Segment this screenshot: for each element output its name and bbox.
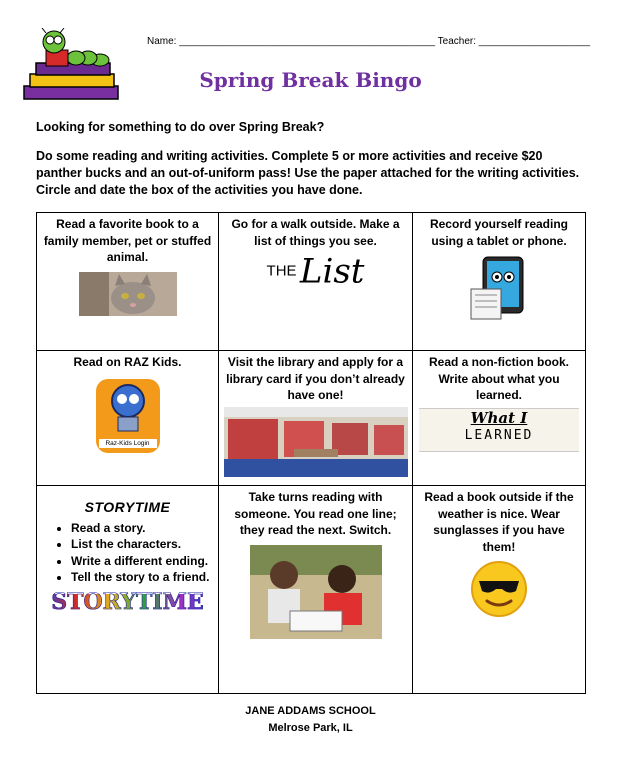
cell-text: Visit the library and apply for a library card if you don’t already have one!	[226, 355, 405, 402]
school-name: JANE ADDAMS SCHOOL	[245, 705, 376, 717]
raz-kids-login-icon[interactable]	[96, 379, 160, 453]
footer	[0, 703, 621, 737]
school-location: Melrose Park, IL	[268, 722, 353, 734]
bingo-cell-read-outside[interactable]	[413, 486, 586, 694]
list-item: • Read a story.	[71, 520, 214, 537]
page-title	[0, 68, 621, 92]
storytime-logo: STORYTIME	[41, 594, 214, 611]
list-logo-list: List	[299, 251, 365, 292]
cell-text: Read on RAZ Kids.	[73, 355, 182, 369]
cell-text: Read a non-fiction book. Write about what you learned.	[429, 355, 569, 402]
bingo-cell-walk-outside[interactable]	[219, 213, 413, 351]
bingo-cell-take-turns[interactable]	[219, 486, 413, 694]
intro-instructions: Do some reading and writing activities. Complete 5 or more activities and receive $20 panther bucks and an out-of-uniform pass! Use the paper attached for the writing activities. Circle and date the box of the activities you have done.	[36, 149, 580, 197]
what-i-text: What I	[470, 408, 528, 427]
raz-kids-caption: Raz-Kids Login	[99, 439, 157, 448]
list-item: • Write a different ending.	[71, 553, 214, 570]
the-list-logo	[223, 251, 408, 292]
bingo-cell-non-fiction[interactable]	[413, 351, 586, 486]
intro-question: Looking for something to do over Spring Break?	[36, 120, 325, 134]
cell-text: Take turns reading with someone. You read one line; they read the next. Switch.	[234, 490, 397, 537]
library-photo	[224, 407, 408, 477]
bingo-grid	[36, 212, 586, 694]
cell-text: Read a favorite book to a family member, pet or stuffed animal.	[43, 217, 212, 264]
storytime-heading: STORYTIME	[84, 499, 171, 515]
what-i-learned-image	[419, 408, 579, 452]
intro-section	[36, 119, 591, 211]
kids-reading-photo	[250, 545, 382, 639]
sunglasses-emoji-icon	[469, 559, 529, 619]
cat-photo	[79, 272, 177, 316]
bingo-cell-raz-kids[interactable]	[37, 351, 219, 486]
teacher-label: Teacher: ____________________	[437, 36, 591, 47]
cell-text: Record yourself reading using a tablet or phone.	[429, 217, 569, 248]
list-logo-the: THE	[266, 262, 297, 280]
name-teacher-line	[147, 36, 590, 47]
name-label: Name: ______________________________________________	[147, 36, 436, 47]
tablet-reading-icon	[469, 255, 529, 323]
bingo-cell-storytime[interactable]	[37, 486, 219, 694]
robot-icon	[96, 379, 160, 435]
cell-text: Go for a walk outside. Make a list of things you see.	[231, 217, 400, 248]
cell-text: Read a book outside if the weather is nice. Wear sunglasses if you have them!	[424, 490, 574, 554]
bingo-cell-visit-library[interactable]	[219, 351, 413, 486]
page-title-text: Spring Break Bingo	[199, 68, 422, 92]
bingo-cell-record-reading[interactable]	[413, 213, 586, 351]
learned-text: LEARNED	[464, 427, 534, 443]
list-item: • Tell the story to a friend.	[71, 569, 214, 586]
list-item: • List the characters.	[71, 536, 214, 553]
bingo-cell-read-favorite-book[interactable]	[37, 213, 219, 351]
storytime-list	[41, 520, 214, 586]
